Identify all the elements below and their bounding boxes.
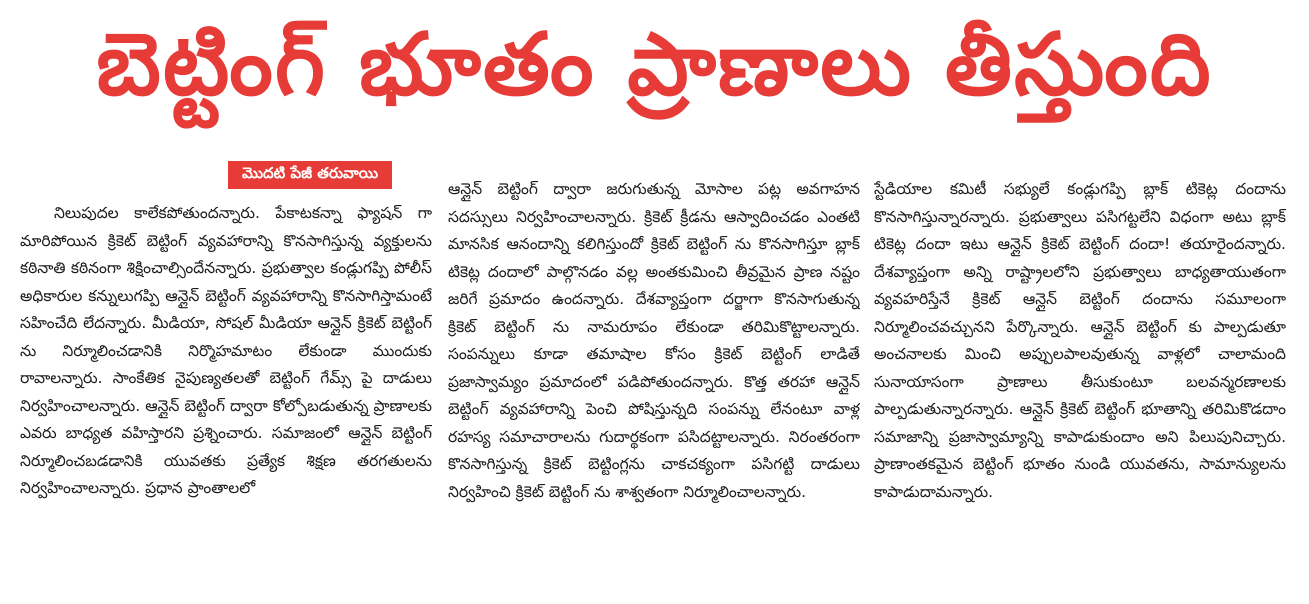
continuation-tag: మొదటి పేజీ తరువాయి: [228, 161, 392, 189]
column-1-text: నిలుపుదల కాలేకపోతుందన్నారు. పేకాటకన్నా ఫ్యాషన్ గా మారిపోయిన క్రికెట్ బెట్టింగ్ వ్యవహారాన్ని కొనసాగిస్తున్న వ్యక్తులను కఠినాతి కఠినంగా శిక్షించాల్సిందేనన్నారు. ప్రభుత్వాల కండ్లుగప్పి పోలీస్ అధికారుల కన్నులుగప్పి ఆన్లైన్ బెట్టింగ్ వ్యవహారాన్ని కొనసాగిస్తామంటే సహించేది లేదన్నారు. మీడియా, సోషల్ మీడియా ఆన్లైన్ క్రికెట్ బెట్టింగ్ ను నిర్మూలించడానికి నిర్మొహమాటం లేకుండా ముందుకు రావాలన్నారు. సాంకేతిక నైపుణ్యతలతో బెట్టింగ్ గేమ్స్ పై దాడులు నిర్వహించాలన్నారు. ఆన్లైన్ బెట్టింగ్ ద్వారా కోల్పోబడుతున్న ప్రాణాలకు ఎవరు బాధ్యత వహిస్తారని ప్రశ్నించారు. సమాజంలో ఆన్లైన్ బెట్టింగ్ నిర్మూలించబడడానికి యువతకు ప్రత్యేక శిక్షణ తరగతులను నిర్వహించాలన్నారు. ప్రధాన ప్రాంతాలలో: [20, 204, 432, 497]
article-column-1: [20, 200, 432, 600]
column-2-text: ఆన్లైన్ బెట్టింగ్ ద్వారా జరుగుతున్న మోసాల పట్ల అవగాహన సదస్సులు నిర్వహించాలన్నారు. క్రికెట్ క్రీడను ఆస్వాదించడం ఎంతటి మానసిక ఆనందాన్ని కలిగిస్తుందో క్రికెట్ బెట్టింగ్ ను కొనసాగిస్తూ బ్లాక్ టికెట్ల దందాలో పాల్గొనడం వల్ల అంతకుమించి తీవ్రమైన ప్రాణ నష్టం జరిగే ప్రమాదం ఉందన్నారు. దేశవ్యాప్తంగా దర్జాగా కొనసాగుతున్న క్రికెట్ బెట్టింగ్ ను నామరూపం లేకుండా తరిమికొట్టాలన్నారు. సంపన్నులు కూడా తమాషాల కోసం క్రికెట్ బెట్టింగ్ లాడితే ప్రజాస్వామ్యం ప్రమాదంలో పడిపోతుందన్నారు. కొత్త తరహా ఆన్లైన్ బెట్టింగ్ వ్యవహారాన్ని పెంచి పోషిస్తున్నది సంపన్ను లేనంటూ వాళ్ల రహస్య సమాచారాలను గుదార్థకంగా పసిదట్టాలన్నారు. నిరంతరంగా కొనసాగిస్తున్న క్రికెట్ బెట్టింగ్లను చాకచక్యంగా పసిగట్టి దాడులు నిర్వహించి క్రికెట్ బెట్టింగ్ ను శాశ్వతంగా నిర్మూలించాలన్నారు.: [448, 180, 860, 501]
article-column-3: [874, 176, 1286, 600]
article-column-2: [448, 176, 860, 600]
column-3-text: స్టేడియాల కమిటీ సభ్యులే కండ్లుగప్పి బ్లాక్ టికెట్ల దందాను కొనసాగిస్తున్నారన్నారు. ప్రభుత్వాలు పసిగట్టలేని విధంగా అటు బ్లాక్ టికెట్ల దందా ఇటు ఆన్లైన్ క్రికెట్ బెట్టింగ్ దందా! తయారైందన్నారు. దేశవ్యాప్తంగా అన్ని రాష్ట్రాలలోని ప్రభుత్వాలు బాధ్యతాయుతంగా వ్యవహరిస్తేనే క్రికెట్ ఆన్లైన్ బెట్టింగ్ దందాను సమూలంగా నిర్మూలించవచ్చునని పేర్కొన్నారు. ఆన్లైన్ బెట్టింగ్ కు పాల్పడుతూ అంచనాలకు మించి అప్పులపాలవుతున్న వాళ్లలో చాలామంది సునాయాసంగా ప్రాణాలు తీసుకుంటూ బలవన్మరణాలకు పాల్పడుతున్నారన్నారు. ఆన్లైన్ క్రికెట్ బెట్టింగ్ భూతాన్ని తరిమికొడదాం సమాజాన్ని ప్రజాస్వామ్యాన్ని కాపాడుకుందాం అని పిలుపునిచ్చారు. ప్రాణాంతకమైన బెట్టింగ్ భూతం నుండి యువతను, సామాన్యులను కాపాడుదామన్నారు.: [874, 180, 1286, 501]
headline: బెట్టింగ్ భూతం ప్రాణాలు తీస్తుంది: [96, 14, 1213, 115]
